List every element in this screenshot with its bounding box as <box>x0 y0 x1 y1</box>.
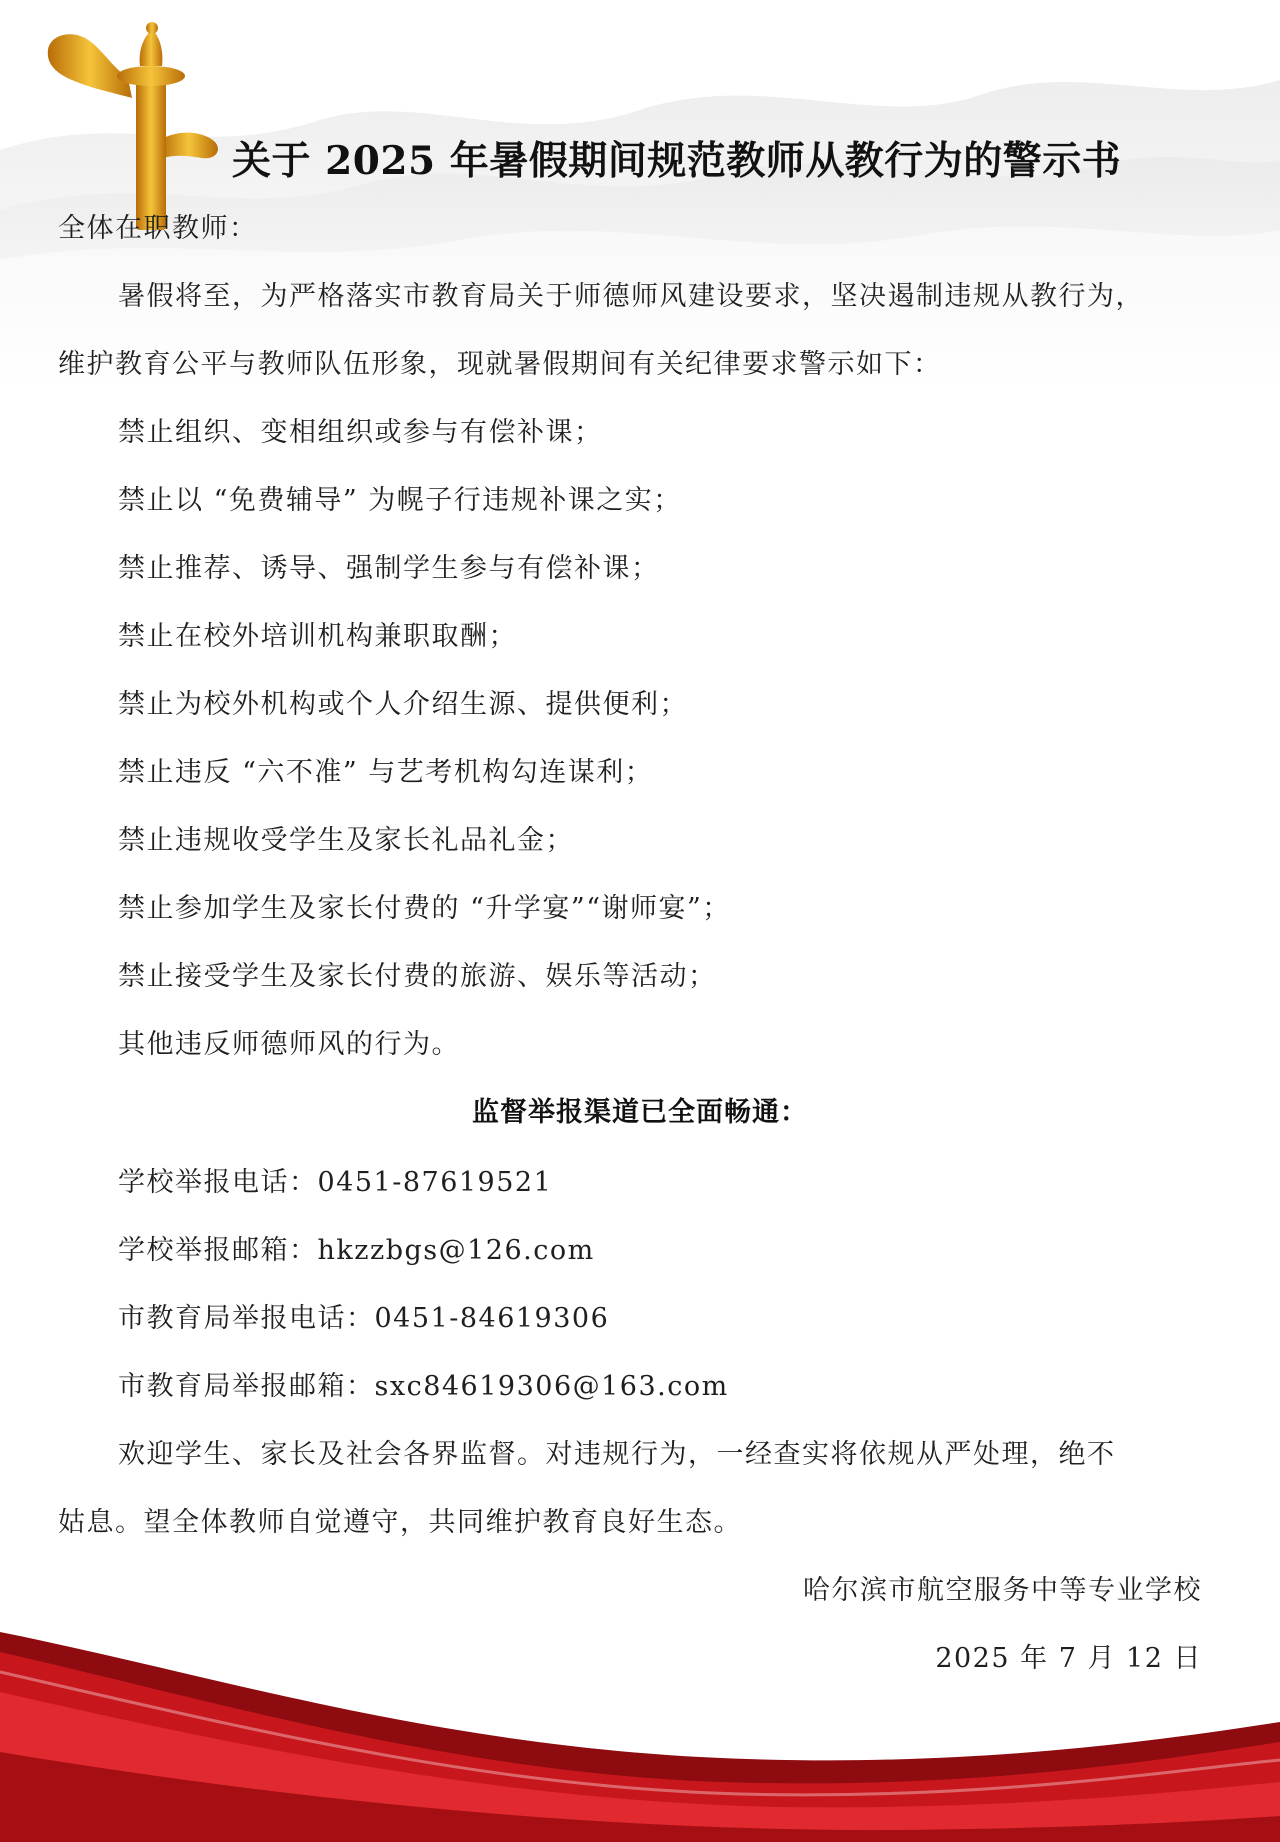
prohibition-item: 禁止在校外培训机构兼职取酬； <box>118 621 517 652</box>
signature-date: 2025 年 7 月 12 日 <box>935 1643 1202 1674</box>
prohibition-item: 禁止为校外机构或个人介绍生源、提供便利； <box>118 689 688 720</box>
prohibition-item: 禁止违规收受学生及家长礼品礼金； <box>118 825 574 856</box>
prohibition-item: 其他违反师德师风的行为。 <box>118 1029 460 1060</box>
prohibition-item: 禁止以 “免费辅导” 为幌子行违规补课之实； <box>118 485 682 516</box>
signature-organization: 哈尔滨市航空服务中等专业学校 <box>803 1575 1202 1606</box>
closing-line-1: 欢迎学生、家长及社会各界监督。对违规行为，一经查实将依规从严处理，绝不 <box>118 1439 1116 1470</box>
intro-line-2: 维护教育公平与教师队伍形象，现就暑假期间有关纪律要求警示如下： <box>58 349 942 380</box>
intro-line-1: 暑假将至，为严格落实市教育局关于师德师风建设要求，坚决遏制违规从教行为， <box>118 281 1144 312</box>
salutation: 全体在职教师： <box>58 213 258 244</box>
report-heading: 监督举报渠道已全面畅通： <box>472 1097 808 1128</box>
prohibition-item: 禁止推荐、诱导、强制学生参与有偿补课； <box>118 553 660 584</box>
closing-line-2: 姑息。望全体教师自觉遵守，共同维护教育良好生态。 <box>58 1507 742 1538</box>
prohibition-item: 禁止违反 “六不准” 与艺考机构勾连谋利； <box>118 757 654 788</box>
prohibition-item: 禁止接受学生及家长付费的旅游、娱乐等活动； <box>118 961 717 992</box>
school-report-phone: 学校举报电话：0451-87619521 <box>118 1167 553 1198</box>
page-title: 关于 2025 年暑假期间规范教师从教行为的警示书 <box>232 138 1122 184</box>
bureau-report-phone: 市教育局举报电话：0451-84619306 <box>118 1303 610 1334</box>
prohibition-item: 禁止组织、变相组织或参与有偿补课； <box>118 417 603 448</box>
huabiao-column-icon <box>40 10 230 230</box>
bureau-report-email: 市教育局举报邮箱：sxc84619306@163.com <box>118 1371 729 1402</box>
school-report-email: 学校举报邮箱：hkzzbgs@126.com <box>118 1235 595 1266</box>
prohibition-item: 禁止参加学生及家长付费的 “升学宴”“谢师宴”； <box>118 893 731 924</box>
